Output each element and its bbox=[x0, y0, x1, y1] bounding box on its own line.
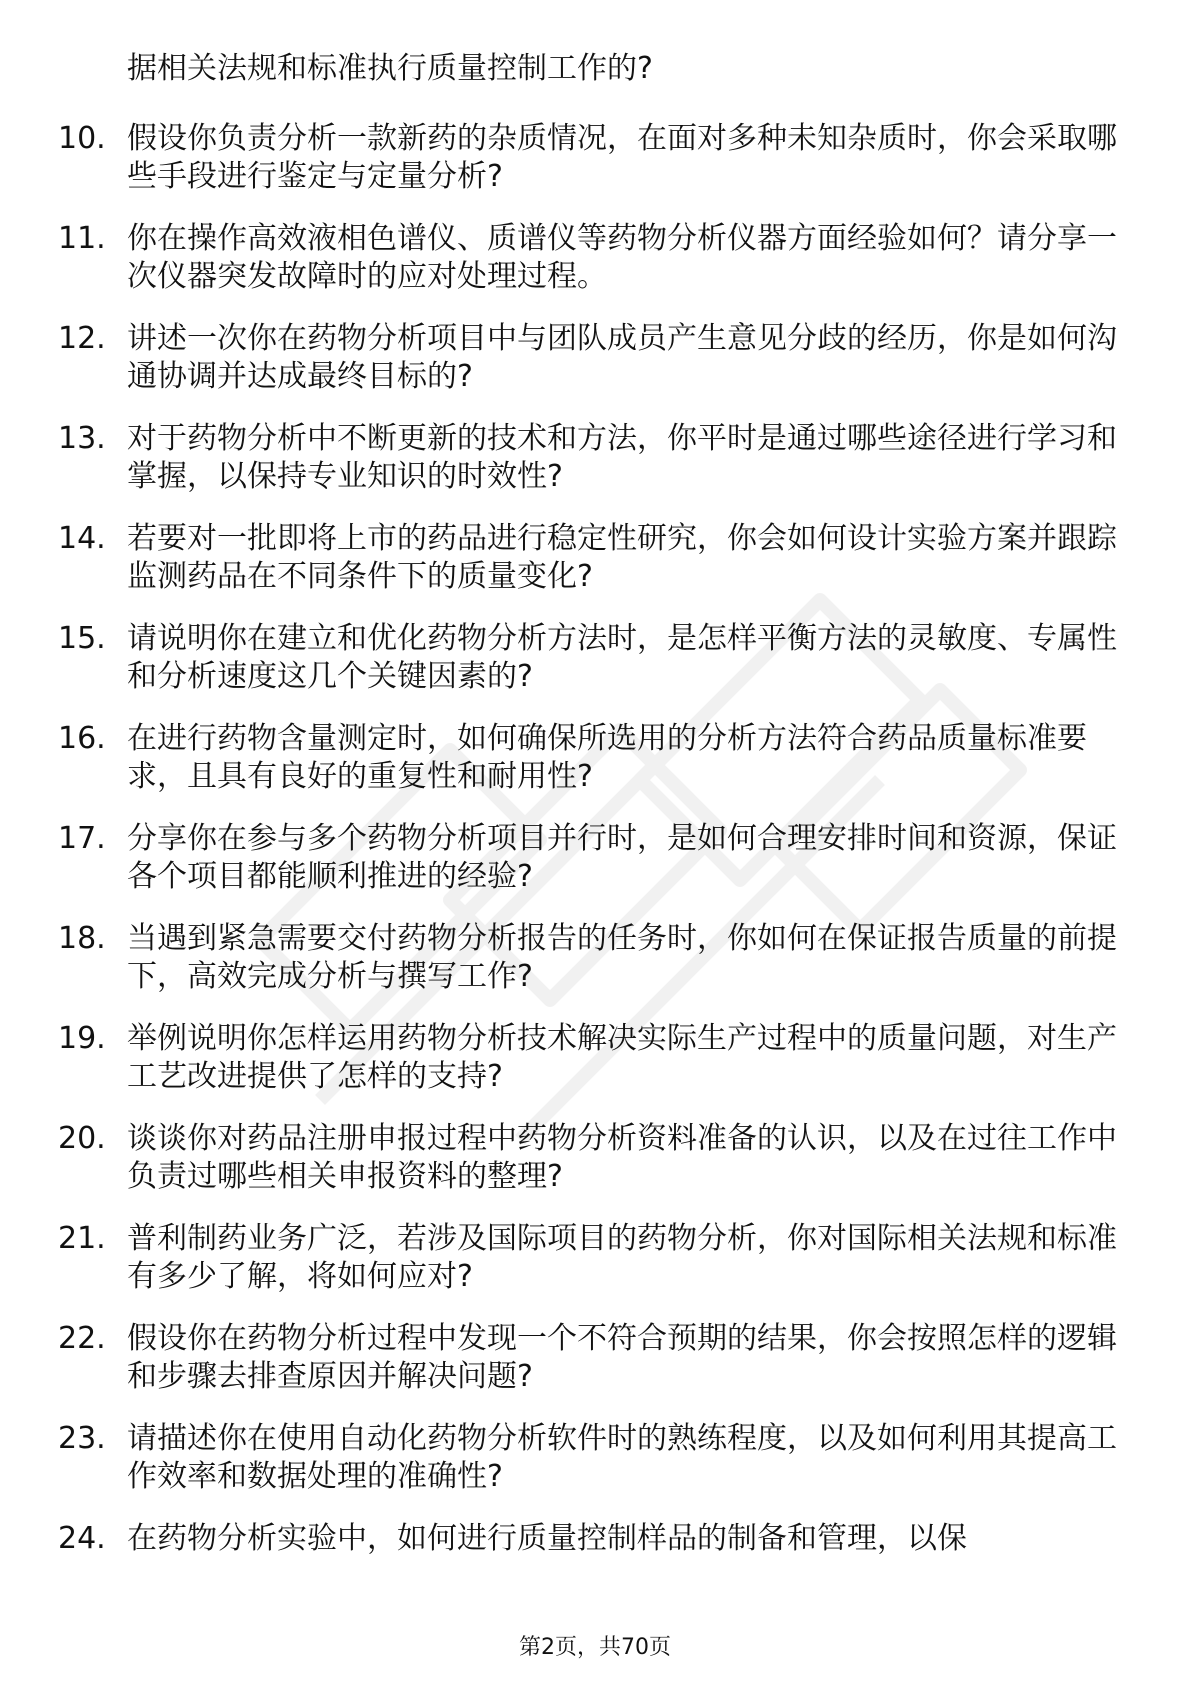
question-number: 11. bbox=[58, 221, 106, 256]
question-item bbox=[0, 1512, 1190, 1612]
question-number: 18. bbox=[58, 921, 106, 956]
question-text: 当遇到紧急需要交付药物分析报告的任务时，你如何在保证报告质量的前提下，高效完成分析与撰写工作? bbox=[127, 921, 1117, 994]
question-item bbox=[0, 812, 1190, 912]
question-text: 假设你在药物分析过程中发现一个不符合预期的结果，你会按照怎样的逻辑和步骤去排查原因并解决问题? bbox=[127, 1321, 1117, 1394]
question-item bbox=[0, 1012, 1190, 1112]
question-item bbox=[0, 1112, 1190, 1212]
question-number: 23. bbox=[58, 1421, 106, 1456]
question-number: 20. bbox=[58, 1121, 106, 1156]
question-number: 12. bbox=[58, 321, 106, 356]
question-number: 24. bbox=[58, 1521, 106, 1556]
question-item bbox=[0, 412, 1190, 512]
question-text: 在进行药物含量测定时，如何确保所选用的分析方法符合药品质量标准要求，且具有良好的重复性和耐用性? bbox=[127, 721, 1087, 794]
question-number: 10. bbox=[58, 121, 106, 156]
question-text: 请描述你在使用自动化药物分析软件时的熟练程度，以及如何利用其提高工作效率和数据处理的准确性? bbox=[127, 1421, 1117, 1494]
question-number: 17. bbox=[58, 821, 106, 856]
question-number: 22. bbox=[58, 1321, 106, 1356]
question-item bbox=[0, 1312, 1190, 1412]
question-number: 14. bbox=[58, 521, 106, 556]
question-text: 对于药物分析中不断更新的技术和方法，你平时是通过哪些途径进行学习和掌握，以保持专业知识的时效性? bbox=[127, 421, 1117, 494]
question-item bbox=[0, 312, 1190, 412]
question-text: 分享你在参与多个药物分析项目并行时，是如何合理安排时间和资源，保证各个项目都能顺利推进的经验? bbox=[127, 821, 1117, 894]
question-text: 举例说明你怎样运用药物分析技术解决实际生产过程中的质量问题，对生产工艺改进提供了怎样的支持? bbox=[127, 1021, 1117, 1094]
question-item bbox=[0, 1412, 1190, 1512]
question-item bbox=[0, 612, 1190, 712]
question-text: 若要对一批即将上市的药品进行稳定性研究，你会如何设计实验方案并跟踪监测药品在不同条件下的质量变化? bbox=[127, 521, 1117, 594]
question-number: 15. bbox=[58, 621, 106, 656]
question-number: 16. bbox=[58, 721, 106, 756]
question-number: 13. bbox=[58, 421, 106, 456]
question-item bbox=[0, 212, 1190, 312]
question-text: 讲述一次你在药物分析项目中与团队成员产生意见分歧的经历，你是如何沟通协调并达成最终目标的? bbox=[127, 321, 1117, 394]
question-item bbox=[0, 1212, 1190, 1312]
question-item bbox=[0, 912, 1190, 1012]
question-number: 21. bbox=[58, 1221, 106, 1256]
question-text: 在药物分析实验中，如何进行质量控制样品的制备和管理，以保 bbox=[127, 1521, 967, 1556]
question-text: 你在操作高效液相色谱仪、质谱仪等药物分析仪器方面经验如何？请分享一次仪器突发故障时的应对处理过程。 bbox=[127, 221, 1117, 294]
question-item bbox=[0, 112, 1190, 212]
question-text: 假设你负责分析一款新药的杂质情况，在面对多种未知杂质时，你会采取哪些手段进行鉴定与定量分析? bbox=[127, 121, 1117, 194]
question-text: 普利制药业务广泛，若涉及国际项目的药物分析，你对国际相关法规和标准有多少了解，将如何应对? bbox=[127, 1221, 1117, 1294]
question-text: 谈谈你对药品注册申报过程中药物分析资料准备的认识，以及在过往工作中负责过哪些相关申报资料的整理? bbox=[127, 1121, 1117, 1194]
question-item bbox=[0, 512, 1190, 612]
question-list bbox=[0, 112, 1190, 1612]
question-number: 19. bbox=[58, 1021, 106, 1056]
continuation-text: 据相关法规和标准执行质量控制工作的? bbox=[127, 51, 653, 86]
question-item bbox=[0, 712, 1190, 812]
question-text: 请说明你在建立和优化药物分析方法时，是怎样平衡方法的灵敏度、专属性和分析速度这几个关键因素的? bbox=[127, 621, 1117, 694]
page-footer: 第2页，共70页 bbox=[519, 1635, 671, 1660]
